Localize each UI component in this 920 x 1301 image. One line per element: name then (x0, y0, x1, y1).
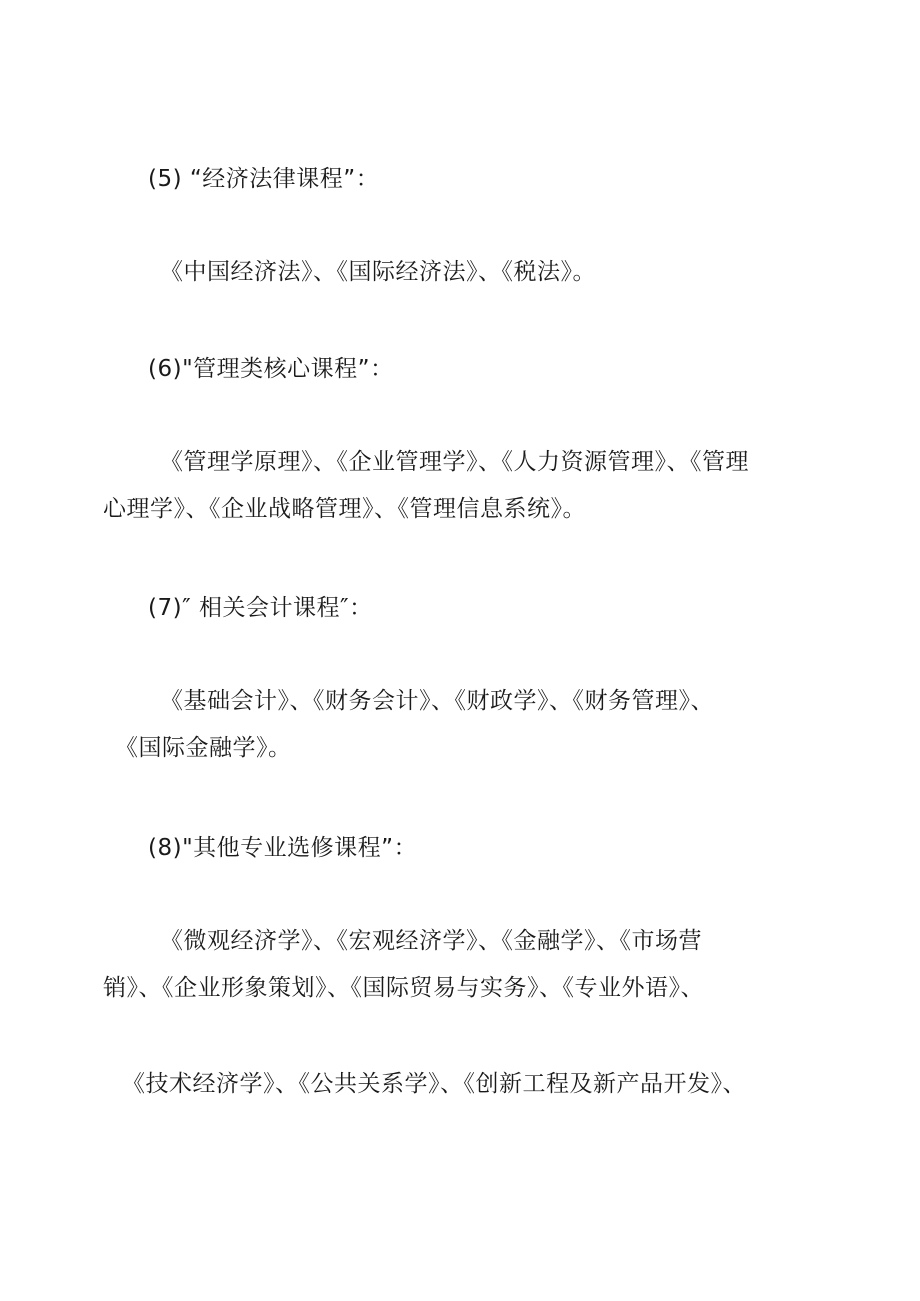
section-body-line: 《中国经济法》、《国际经济法》、《税法》。 (160, 259, 596, 285)
section-body-line: 销》、《企业形象策划》、《国际贸易与实务》、《专业外语》、 (103, 975, 704, 1001)
section-body-line: 《管理学原理》、《企业管理学》、《人力资源管理》、《管理 (160, 449, 749, 475)
section-body-line: 心理学》、《企业战略管理》、《管理信息系统》。 (103, 496, 586, 522)
section-body-line: 《国际金融学》。 (115, 735, 292, 761)
section-heading-8: (8)"其他专业选修课程”： (148, 835, 418, 861)
section-body-line: 《技术经济学》、《公共关系学》、《创新工程及新产品开发》、 (122, 1071, 746, 1097)
section-heading-7: (7)″ 相关会计课程″： (148, 595, 373, 621)
section-heading-6: (6)"管理类核心课程”： (148, 356, 394, 382)
section-heading-5: (5) “经济法律课程”： (148, 166, 380, 192)
section-body-line: 《基础会计》、《财务会计》、《财政学》、《财务管理》、 (160, 688, 714, 714)
section-body-line: 《微观经济学》、《宏观经济学》、《金融学》、《市场营 (160, 928, 702, 954)
